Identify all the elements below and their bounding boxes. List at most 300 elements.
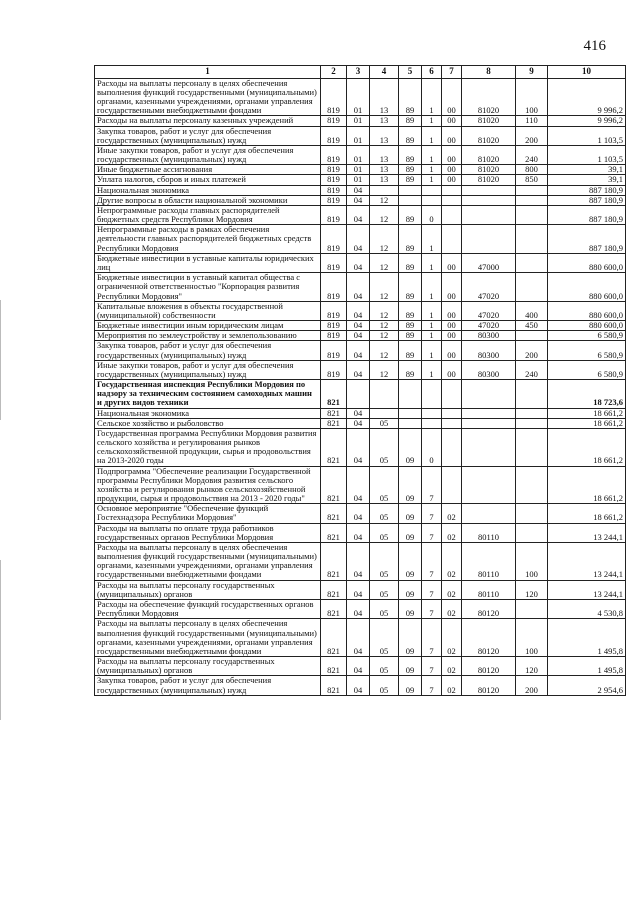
row-code: 02 (442, 504, 462, 523)
row-code: 01 (347, 116, 370, 126)
row-code: 80110 (462, 542, 516, 580)
row-code (462, 408, 516, 418)
row-code: 110 (516, 116, 548, 126)
row-code: 80300 (462, 360, 516, 379)
row-code: 821 (321, 600, 347, 619)
row-code: 09 (399, 619, 422, 657)
row-code (399, 185, 422, 195)
row-label: Расходы на выплаты персоналу в целях обеспечения выполнения функций государственными (муниципальными) органами, казенными учреждениями, органами управления государственными внебюджетными фондами (95, 78, 321, 116)
table-row (95, 504, 626, 523)
column-header: 4 (370, 66, 399, 79)
row-code: 81020 (462, 165, 516, 175)
row-code: 200 (516, 341, 548, 360)
row-code: 13 (370, 126, 399, 145)
row-label: Бюджетные инвестиции в уставный капитал общества с ограниченной ответственностью "Корпорация развития Республики Мордовия" (95, 273, 321, 302)
row-code: 819 (321, 301, 347, 320)
table-row (95, 185, 626, 195)
row-code: 1 (422, 301, 442, 320)
row-code: 13 (370, 116, 399, 126)
column-header: 9 (516, 66, 548, 79)
column-header: 8 (462, 66, 516, 79)
row-code: 80120 (462, 619, 516, 657)
row-code: 80300 (462, 331, 516, 341)
table-row (95, 301, 626, 320)
row-label: Иные закупки товаров, работ и услуг для обеспечения государственных (муниципальных) нужд (95, 145, 321, 164)
row-code: 89 (399, 126, 422, 145)
row-code: 47020 (462, 321, 516, 331)
row-code: 89 (399, 360, 422, 379)
row-label: Другие вопросы в области национальной экономики (95, 195, 321, 205)
row-label: Непрограммные расходы главных распорядителей бюджетных средств Республики Мордовия (95, 205, 321, 224)
row-code: 09 (399, 542, 422, 580)
table-row (95, 165, 626, 175)
row-code: 819 (321, 185, 347, 195)
row-amount: 1 103,5 (548, 126, 626, 145)
row-amount: 18 723,6 (548, 380, 626, 409)
row-code: 80110 (462, 580, 516, 599)
row-code: 1 (422, 341, 442, 360)
row-code: 819 (321, 78, 347, 116)
row-code: 09 (399, 523, 422, 542)
row-code: 04 (347, 205, 370, 224)
row-amount: 880 600,0 (548, 301, 626, 320)
row-code (422, 418, 442, 428)
row-code: 47000 (462, 253, 516, 272)
row-amount: 880 600,0 (548, 321, 626, 331)
row-label: Закупка товаров, работ и услуг для обеспечения государственных (муниципальных) нужд (95, 676, 321, 695)
row-code (399, 418, 422, 428)
row-code: 89 (399, 225, 422, 254)
row-amount: 887 180,9 (548, 225, 626, 254)
row-code: 02 (442, 600, 462, 619)
table-row (95, 523, 626, 542)
row-code: 04 (347, 619, 370, 657)
row-code: 89 (399, 301, 422, 320)
row-code: 04 (347, 676, 370, 695)
row-label: Непрограммные расходы в рамках обеспечения деятельности главных распорядителей бюджетных средств Республики Мордовия (95, 225, 321, 254)
row-code (442, 380, 462, 409)
row-code: 04 (347, 523, 370, 542)
table-row (95, 126, 626, 145)
row-code (422, 408, 442, 418)
row-label: Государственная программа Республики Мордовия развития сельского хозяйства и регулирования рынков сельскохозяйственной продукции, сырья и продовольствия на 2013-2020 годы (95, 428, 321, 466)
row-code (462, 185, 516, 195)
row-code: 04 (347, 253, 370, 272)
row-code: 04 (347, 428, 370, 466)
row-code: 819 (321, 360, 347, 379)
row-amount: 13 244,1 (548, 580, 626, 599)
table-row (95, 321, 626, 331)
row-code: 821 (321, 428, 347, 466)
row-code: 80110 (462, 523, 516, 542)
row-code: 09 (399, 580, 422, 599)
row-code: 04 (347, 360, 370, 379)
row-label: Национальная экономика (95, 185, 321, 195)
table-row (95, 116, 626, 126)
row-code: 00 (442, 321, 462, 331)
row-code: 12 (370, 360, 399, 379)
row-code: 12 (370, 321, 399, 331)
row-code (516, 205, 548, 224)
row-code: 04 (347, 195, 370, 205)
row-code: 200 (516, 676, 548, 695)
row-label: Подпрограмма "Обеспечение реализации Государственной программы Республики Мордовия развития сельского хозяйства и регулирования рынков сельскохозяйственной продукции, сырья и продовольствия на 2013 - 2020 годы" (95, 466, 321, 504)
row-code (442, 428, 462, 466)
row-code: 7 (422, 619, 442, 657)
row-code: 04 (347, 273, 370, 302)
row-code: 00 (442, 301, 462, 320)
row-code: 100 (516, 542, 548, 580)
row-code (516, 408, 548, 418)
row-code: 819 (321, 273, 347, 302)
row-code: 89 (399, 331, 422, 341)
row-code: 89 (399, 145, 422, 164)
row-code (442, 408, 462, 418)
row-code: 09 (399, 504, 422, 523)
row-code: 02 (442, 619, 462, 657)
row-code: 04 (347, 408, 370, 418)
row-code: 1 (422, 126, 442, 145)
row-code: 7 (422, 504, 442, 523)
row-code: 05 (370, 466, 399, 504)
row-code: 819 (321, 205, 347, 224)
row-amount: 18 661,2 (548, 466, 626, 504)
row-code (442, 225, 462, 254)
table-row (95, 542, 626, 580)
row-code (399, 380, 422, 409)
row-code (399, 408, 422, 418)
row-code (462, 195, 516, 205)
row-code: 819 (321, 253, 347, 272)
row-amount: 880 600,0 (548, 273, 626, 302)
row-code (462, 205, 516, 224)
row-code: 00 (442, 253, 462, 272)
row-code: 12 (370, 331, 399, 341)
table-row (95, 428, 626, 466)
row-code (516, 523, 548, 542)
table-row (95, 657, 626, 676)
row-code (516, 466, 548, 504)
row-code: 81020 (462, 126, 516, 145)
row-code (442, 466, 462, 504)
row-code: 13 (370, 165, 399, 175)
row-code (422, 195, 442, 205)
row-amount: 9 996,2 (548, 116, 626, 126)
budget-table (94, 65, 626, 696)
row-label: Основное мероприятие "Обеспечение функций Гостехнадзора Республики Мордовия" (95, 504, 321, 523)
row-amount: 4 530,8 (548, 600, 626, 619)
row-code: 819 (321, 331, 347, 341)
row-label: Иные бюджетные ассигнования (95, 165, 321, 175)
row-label: Расходы на выплаты персоналу в целях обеспечения выполнения функций государственными (муниципальными) органами, казенными учреждениями, органами управления государственными внебюджетными фондами (95, 542, 321, 580)
row-code: 05 (370, 600, 399, 619)
row-label: Расходы на выплаты персоналу государственных (муниципальных) органов (95, 657, 321, 676)
row-code: 200 (516, 126, 548, 145)
table-row (95, 466, 626, 504)
row-label: Расходы на выплаты персоналу в целях обеспечения выполнения функций государственными (муниципальными) органами, казенными учреждениями, органами управления государственными внебюджетными фондами (95, 619, 321, 657)
row-code: 89 (399, 321, 422, 331)
row-code: 819 (321, 225, 347, 254)
row-code: 04 (347, 466, 370, 504)
row-code: 04 (347, 504, 370, 523)
row-code: 7 (422, 657, 442, 676)
row-code: 00 (442, 341, 462, 360)
row-code: 00 (442, 273, 462, 302)
row-code: 89 (399, 341, 422, 360)
table-row (95, 331, 626, 341)
row-code: 1 (422, 331, 442, 341)
row-code (516, 331, 548, 341)
row-code: 89 (399, 175, 422, 185)
row-label: Расходы на выплаты персоналу казенных учреждений (95, 116, 321, 126)
row-code: 47020 (462, 273, 516, 302)
row-code (516, 418, 548, 428)
row-code: 01 (347, 78, 370, 116)
row-code: 821 (321, 676, 347, 695)
row-code: 120 (516, 580, 548, 599)
row-code: 04 (347, 321, 370, 331)
row-code: 00 (442, 145, 462, 164)
row-code: 05 (370, 676, 399, 695)
row-code: 80120 (462, 676, 516, 695)
row-code (516, 380, 548, 409)
row-code: 1 (422, 360, 442, 379)
row-amount: 39,1 (548, 175, 626, 185)
row-code (462, 418, 516, 428)
row-code: 02 (442, 676, 462, 695)
row-code: 04 (347, 341, 370, 360)
row-label: Закупка товаров, работ и услуг для обеспечения государственных (муниципальных) нужд (95, 126, 321, 145)
row-code: 05 (370, 504, 399, 523)
row-amount: 18 661,2 (548, 408, 626, 418)
row-code: 821 (321, 504, 347, 523)
row-code: 821 (321, 408, 347, 418)
column-header: 10 (548, 66, 626, 79)
row-code (399, 195, 422, 205)
row-code: 04 (347, 331, 370, 341)
row-code: 819 (321, 321, 347, 331)
row-code: 1 (422, 116, 442, 126)
table-row (95, 225, 626, 254)
row-amount: 1 103,5 (548, 145, 626, 164)
row-code (370, 380, 399, 409)
row-code: 02 (442, 580, 462, 599)
row-code: 819 (321, 341, 347, 360)
row-code: 819 (321, 165, 347, 175)
row-code: 1 (422, 175, 442, 185)
row-code: 05 (370, 657, 399, 676)
table-row (95, 408, 626, 418)
row-label: Государственная инспекция Республики Мордовия по надзору за техническим состоянием самоходных машин и других видов техники (95, 380, 321, 409)
row-code: 05 (370, 619, 399, 657)
table-body (95, 66, 626, 696)
row-amount: 2 954,6 (548, 676, 626, 695)
row-code: 05 (370, 418, 399, 428)
row-code: 800 (516, 165, 548, 175)
row-label: Бюджетные инвестиции иным юридическим лицам (95, 321, 321, 331)
column-header: 3 (347, 66, 370, 79)
row-code: 821 (321, 418, 347, 428)
row-amount: 1 495,8 (548, 657, 626, 676)
column-header: 2 (321, 66, 347, 79)
row-code: 04 (347, 542, 370, 580)
row-code (462, 380, 516, 409)
row-amount: 6 580,9 (548, 331, 626, 341)
row-code: 47020 (462, 301, 516, 320)
row-code: 81020 (462, 78, 516, 116)
table-row (95, 418, 626, 428)
table-row (95, 273, 626, 302)
row-amount: 39,1 (548, 165, 626, 175)
row-amount: 1 495,8 (548, 619, 626, 657)
row-code: 00 (442, 126, 462, 145)
row-code: 04 (347, 185, 370, 195)
row-code: 240 (516, 360, 548, 379)
row-code: 89 (399, 116, 422, 126)
row-code: 12 (370, 341, 399, 360)
row-code: 12 (370, 205, 399, 224)
row-code (462, 504, 516, 523)
row-code: 120 (516, 657, 548, 676)
column-header: 6 (422, 66, 442, 79)
row-code: 89 (399, 253, 422, 272)
table-row (95, 195, 626, 205)
row-code: 01 (347, 145, 370, 164)
table-row (95, 600, 626, 619)
table-row (95, 205, 626, 224)
row-amount: 13 244,1 (548, 523, 626, 542)
row-code: 12 (370, 225, 399, 254)
row-amount: 18 661,2 (548, 504, 626, 523)
row-code: 819 (321, 116, 347, 126)
row-code: 819 (321, 145, 347, 164)
row-code: 821 (321, 542, 347, 580)
row-code: 1 (422, 225, 442, 254)
row-code: 850 (516, 175, 548, 185)
row-code: 89 (399, 273, 422, 302)
row-amount: 880 600,0 (548, 253, 626, 272)
row-code: 821 (321, 380, 347, 409)
row-code: 1 (422, 165, 442, 175)
row-code: 89 (399, 78, 422, 116)
row-code: 09 (399, 600, 422, 619)
row-code (516, 273, 548, 302)
row-label: Мероприятия по землеустройству и землепользованию (95, 331, 321, 341)
row-code (516, 185, 548, 195)
row-code (422, 380, 442, 409)
row-code: 00 (442, 360, 462, 379)
row-code (462, 428, 516, 466)
row-code: 821 (321, 580, 347, 599)
row-code: 0 (422, 428, 442, 466)
row-code: 81020 (462, 175, 516, 185)
row-amount: 6 580,9 (548, 360, 626, 379)
row-code: 04 (347, 418, 370, 428)
row-label: Расходы на обеспечение функций государственных органов Республики Мордовия (95, 600, 321, 619)
row-amount: 887 180,9 (548, 205, 626, 224)
row-code: 1 (422, 145, 442, 164)
table-row (95, 341, 626, 360)
row-code: 80300 (462, 341, 516, 360)
row-code: 12 (370, 273, 399, 302)
row-code: 09 (399, 676, 422, 695)
table-row (95, 78, 626, 116)
row-code: 12 (370, 195, 399, 205)
row-code: 100 (516, 78, 548, 116)
row-code: 00 (442, 175, 462, 185)
row-code: 1 (422, 273, 442, 302)
row-code (462, 225, 516, 254)
row-code: 7 (422, 466, 442, 504)
table-row (95, 580, 626, 599)
column-header: 1 (95, 66, 321, 79)
row-code (347, 380, 370, 409)
row-label: Расходы на выплаты персоналу государственных (муниципальных) органов (95, 580, 321, 599)
margin-mark (0, 560, 1, 720)
row-code: 80120 (462, 600, 516, 619)
row-code: 89 (399, 165, 422, 175)
row-code: 81020 (462, 116, 516, 126)
row-code: 89 (399, 205, 422, 224)
row-label: Закупка товаров, работ и услуг для обеспечения государственных (муниципальных) нужд (95, 341, 321, 360)
margin-mark (0, 300, 1, 420)
row-code (516, 600, 548, 619)
row-code: 04 (347, 657, 370, 676)
row-code: 01 (347, 165, 370, 175)
row-code: 1 (422, 253, 442, 272)
table-row (95, 145, 626, 164)
row-code: 01 (347, 175, 370, 185)
row-label: Сельское хозяйство и рыболовство (95, 418, 321, 428)
row-code (370, 408, 399, 418)
row-code: 05 (370, 580, 399, 599)
row-code (516, 195, 548, 205)
row-amount: 13 244,1 (548, 542, 626, 580)
row-label: Уплата налогов, сборов и иных платежей (95, 175, 321, 185)
table-row (95, 676, 626, 695)
row-amount: 18 661,2 (548, 428, 626, 466)
row-code: 00 (442, 165, 462, 175)
row-code: 100 (516, 619, 548, 657)
row-code: 821 (321, 466, 347, 504)
table-row (95, 253, 626, 272)
row-code: 450 (516, 321, 548, 331)
row-code: 13 (370, 78, 399, 116)
row-code: 00 (442, 116, 462, 126)
row-code: 13 (370, 175, 399, 185)
row-code: 05 (370, 428, 399, 466)
row-code: 01 (347, 126, 370, 145)
row-code: 7 (422, 523, 442, 542)
row-code: 821 (321, 523, 347, 542)
row-code: 821 (321, 657, 347, 676)
row-label: Расходы на выплаты по оплате труда работников государственных органов Республики Мордовия (95, 523, 321, 542)
row-code (422, 185, 442, 195)
row-code: 00 (442, 78, 462, 116)
row-code: 1 (422, 78, 442, 116)
row-code: 819 (321, 195, 347, 205)
row-code: 05 (370, 523, 399, 542)
row-code: 04 (347, 600, 370, 619)
row-code: 04 (347, 301, 370, 320)
row-code: 00 (442, 331, 462, 341)
row-code: 02 (442, 542, 462, 580)
row-amount: 887 180,9 (548, 195, 626, 205)
row-amount: 9 996,2 (548, 78, 626, 116)
row-code: 819 (321, 126, 347, 145)
row-code: 02 (442, 657, 462, 676)
row-code: 80120 (462, 657, 516, 676)
